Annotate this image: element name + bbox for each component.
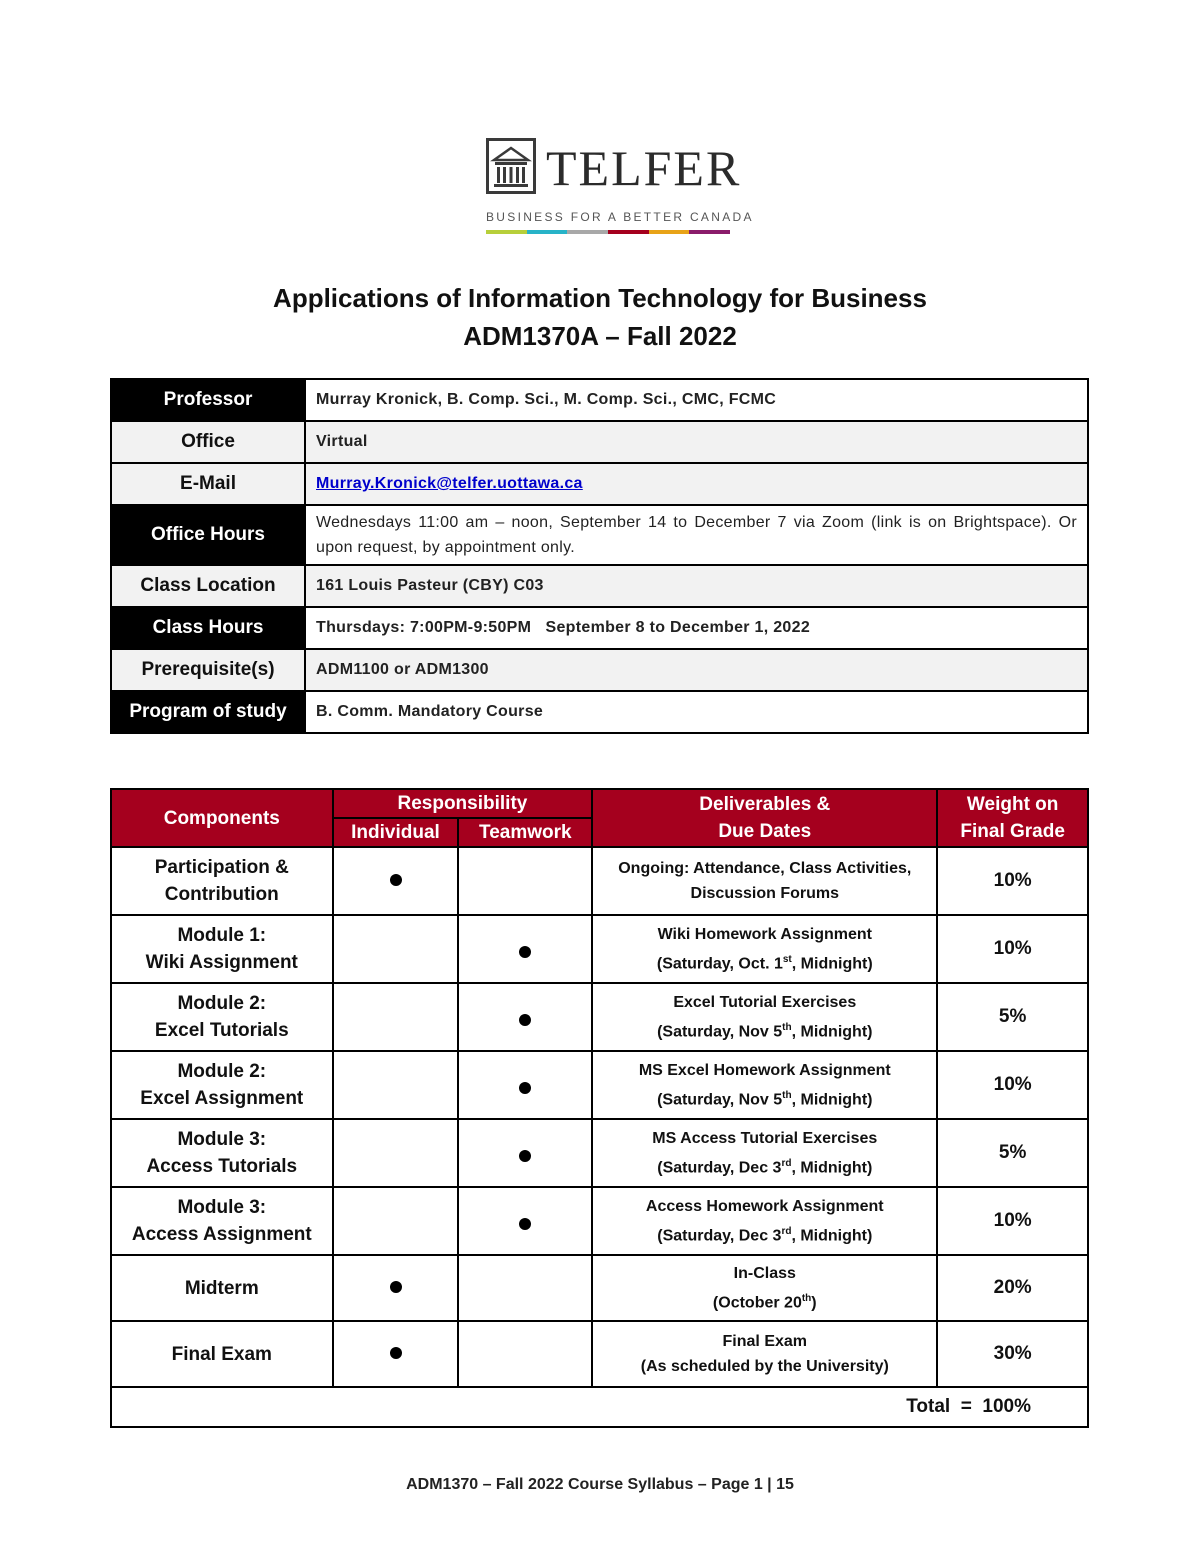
weight-cell: 30% bbox=[937, 1321, 1088, 1387]
individual-cell bbox=[333, 1051, 459, 1119]
teamwork-cell bbox=[458, 1321, 592, 1387]
deliverable-due-date bbox=[593, 1083, 936, 1112]
stripe-segment bbox=[608, 230, 649, 234]
teamwork-cell bbox=[458, 915, 592, 983]
deliverable-title: MS Excel Homework Assignment bbox=[638, 1061, 891, 1079]
professor-value: Murray Kronick, B. Comp. Sci., M. Comp. Sci., CMC, FCMC bbox=[305, 379, 1088, 421]
teamwork-cell bbox=[458, 1119, 592, 1187]
deliverable-title: Excel Tutorial Exercises bbox=[673, 993, 857, 1011]
deliverable-due-date: (As scheduled by the University) bbox=[640, 1358, 889, 1375]
component-line1: Midterm bbox=[184, 1277, 259, 1299]
deliverable-title: Ongoing: Attendance, Class Activities, bbox=[618, 860, 912, 877]
components-header: Components bbox=[111, 789, 333, 847]
deliverable-title: In-Class bbox=[733, 1264, 796, 1282]
component-cell bbox=[111, 1255, 333, 1321]
page-footer: ADM1370 – Fall 2022 Course Syllabus – Page 1 | 15 bbox=[406, 1476, 794, 1493]
due-date-text-end: , Midnight) bbox=[791, 1023, 873, 1041]
stripe-segment bbox=[486, 230, 527, 234]
ordinal-suffix: th bbox=[782, 1021, 792, 1033]
deliverable-cell bbox=[592, 983, 937, 1051]
deliverable-due-date: Discussion Forums bbox=[690, 885, 840, 902]
ordinal-suffix: rd bbox=[781, 1157, 792, 1169]
telfer-logo bbox=[486, 128, 754, 238]
stripe-segment bbox=[567, 230, 608, 234]
due-date-text: (Saturday, Dec 3 bbox=[657, 1159, 782, 1177]
bullet-icon bbox=[390, 874, 402, 886]
component-line1: Module 2: bbox=[177, 1061, 267, 1082]
weight-cell: 5% bbox=[937, 983, 1088, 1051]
due-date-text: (October 20 bbox=[712, 1294, 802, 1312]
class-location-label: Class Location bbox=[111, 565, 305, 607]
due-date-text-end: , Midnight) bbox=[791, 1159, 873, 1177]
office-value: Virtual bbox=[305, 421, 1088, 463]
stripe-segment bbox=[527, 230, 568, 234]
component-line2: Contribution bbox=[164, 884, 279, 905]
weight-cell: 5% bbox=[937, 1119, 1088, 1187]
weight-header bbox=[937, 789, 1088, 847]
program-value: B. Comm. Mandatory Course bbox=[305, 691, 1088, 733]
table-row bbox=[111, 847, 1088, 915]
deliverable-title: Access Homework Assignment bbox=[645, 1197, 884, 1215]
bullet-icon bbox=[519, 1218, 531, 1230]
due-date-text: (Saturday, Nov 5 bbox=[657, 1023, 783, 1041]
info-row-office-hours bbox=[111, 505, 1088, 565]
program-label: Program of study bbox=[111, 691, 305, 733]
bullet-icon bbox=[519, 1082, 531, 1094]
deliverable-cell bbox=[592, 1255, 937, 1321]
individual-header: Individual bbox=[333, 818, 459, 847]
teamwork-cell bbox=[458, 1255, 592, 1321]
teamwork-header: Teamwork bbox=[458, 818, 592, 847]
due-date-text-end: ) bbox=[811, 1294, 817, 1312]
office-label: Office bbox=[111, 421, 305, 463]
weight-cell: 10% bbox=[937, 1051, 1088, 1119]
bullet-icon bbox=[519, 1014, 531, 1026]
grading-header-row-1 bbox=[111, 789, 1088, 818]
teamwork-cell bbox=[458, 1187, 592, 1255]
grading-table bbox=[110, 788, 1089, 1428]
component-cell bbox=[111, 1187, 333, 1255]
office-hours-label: Office Hours bbox=[111, 505, 305, 565]
info-row-office bbox=[111, 421, 1088, 463]
deliverable-cell bbox=[592, 915, 937, 983]
deliverable-due-date bbox=[593, 947, 936, 976]
weight-cell: 10% bbox=[937, 847, 1088, 915]
component-line2: Wiki Assignment bbox=[145, 952, 298, 973]
info-row-professor bbox=[111, 379, 1088, 421]
due-date-text: (Saturday, Oct. 1 bbox=[656, 955, 783, 973]
deliverable-cell bbox=[592, 1119, 937, 1187]
deliverables-header-line2: Due Dates bbox=[718, 821, 812, 842]
component-cell bbox=[111, 1119, 333, 1187]
grading-rows bbox=[111, 847, 1088, 1387]
ordinal-suffix: th bbox=[782, 1089, 792, 1101]
deliverable-title: MS Access Tutorial Exercises bbox=[652, 1129, 878, 1147]
table-row bbox=[111, 1051, 1088, 1119]
individual-cell bbox=[333, 847, 459, 915]
responsibility-header: Responsibility bbox=[333, 789, 593, 818]
deliverable-cell bbox=[592, 1187, 937, 1255]
ordinal-suffix: st bbox=[782, 953, 792, 965]
due-date-text: (Saturday, Nov 5 bbox=[657, 1091, 783, 1109]
table-row bbox=[111, 1119, 1088, 1187]
individual-cell bbox=[333, 1119, 459, 1187]
component-cell bbox=[111, 983, 333, 1051]
info-row-program bbox=[111, 691, 1088, 733]
course-info-table bbox=[110, 378, 1089, 734]
table-row bbox=[111, 1321, 1088, 1387]
component-line1: Module 3: bbox=[177, 1197, 267, 1218]
component-line1: Module 2: bbox=[177, 993, 267, 1014]
total-row bbox=[111, 1387, 1088, 1427]
component-line1: Module 1: bbox=[177, 925, 267, 946]
stripe-segment bbox=[689, 230, 730, 234]
email-link[interactable]: Murray.Kronick@telfer.uottawa.ca bbox=[316, 475, 583, 492]
logo-color-stripe bbox=[486, 230, 730, 234]
table-row bbox=[111, 983, 1088, 1051]
due-date-text-end: , Midnight) bbox=[791, 1227, 873, 1245]
email-cell bbox=[305, 463, 1088, 505]
teamwork-cell bbox=[458, 1051, 592, 1119]
bullet-icon bbox=[390, 1281, 402, 1293]
table-row bbox=[111, 1255, 1088, 1321]
class-location-value: 161 Louis Pasteur (CBY) C03 bbox=[305, 565, 1088, 607]
course-code: ADM1370A – Fall 2022 bbox=[463, 321, 737, 351]
class-hours-value: Thursdays: 7:00PM-9:50PM September 8 to December 1, 2022 bbox=[305, 607, 1088, 649]
component-cell bbox=[111, 1051, 333, 1119]
individual-cell bbox=[333, 983, 459, 1051]
deliverable-due-date bbox=[593, 1219, 936, 1248]
bullet-icon bbox=[519, 946, 531, 958]
email-label: E-Mail bbox=[111, 463, 305, 505]
table-row bbox=[111, 1187, 1088, 1255]
stripe-segment bbox=[649, 230, 690, 234]
component-cell bbox=[111, 915, 333, 983]
logo-tagline: BUSINESS FOR A BETTER CANADA bbox=[486, 210, 754, 224]
due-date-text-end: , Midnight) bbox=[791, 1091, 873, 1109]
due-date-text: (Saturday, Dec 3 bbox=[657, 1227, 782, 1245]
building-icon bbox=[486, 138, 536, 194]
info-row-email bbox=[111, 463, 1088, 505]
weight-cell: 10% bbox=[937, 915, 1088, 983]
class-hours-label: Class Hours bbox=[111, 607, 305, 649]
individual-cell bbox=[333, 915, 459, 983]
prerequisites-label: Prerequisite(s) bbox=[111, 649, 305, 691]
weight-header-line1: Weight on bbox=[966, 794, 1059, 815]
component-cell bbox=[111, 847, 333, 915]
teamwork-cell bbox=[458, 847, 592, 915]
deliverable-cell bbox=[592, 1051, 937, 1119]
weight-header-line2: Final Grade bbox=[960, 821, 1065, 842]
teamwork-cell bbox=[458, 983, 592, 1051]
office-hours-value: Wednesdays 11:00 am – noon, September 14 to December 7 via Zoom (link is on Brightspace). Or upon request, by appointment only. bbox=[305, 505, 1088, 565]
component-line2: Access Assignment bbox=[131, 1224, 312, 1245]
deliverable-title: Final Exam bbox=[722, 1333, 808, 1350]
component-line1: Module 3: bbox=[177, 1129, 267, 1150]
individual-cell bbox=[333, 1255, 459, 1321]
weight-cell: 10% bbox=[937, 1187, 1088, 1255]
deliverable-due-date bbox=[593, 1286, 936, 1315]
deliverable-due-date bbox=[593, 1015, 936, 1044]
ordinal-suffix: th bbox=[801, 1292, 812, 1304]
component-line1: Participation & bbox=[154, 857, 289, 878]
weight-cell: 20% bbox=[937, 1255, 1088, 1321]
deliverable-cell bbox=[592, 1321, 937, 1387]
deliverable-cell bbox=[592, 847, 937, 915]
prerequisites-value: ADM1100 or ADM1300 bbox=[305, 649, 1088, 691]
individual-cell bbox=[333, 1321, 459, 1387]
total-value: Total = 100% bbox=[111, 1387, 1088, 1427]
ordinal-suffix: rd bbox=[781, 1225, 792, 1237]
component-cell bbox=[111, 1321, 333, 1387]
individual-cell bbox=[333, 1187, 459, 1255]
logo-wordmark: TELFER bbox=[546, 140, 742, 196]
bullet-icon bbox=[390, 1347, 402, 1359]
deliverables-header bbox=[592, 789, 937, 847]
component-line1: Final Exam bbox=[171, 1343, 272, 1365]
table-row bbox=[111, 915, 1088, 983]
bullet-icon bbox=[519, 1150, 531, 1162]
due-date-text-end: , Midnight) bbox=[791, 955, 873, 973]
deliverable-due-date bbox=[593, 1151, 936, 1180]
component-line2: Excel Assignment bbox=[140, 1088, 304, 1109]
info-row-class-hours bbox=[111, 607, 1088, 649]
component-line2: Excel Tutorials bbox=[154, 1020, 289, 1041]
info-row-prerequisites bbox=[111, 649, 1088, 691]
deliverables-header-line1: Deliverables & bbox=[699, 794, 831, 815]
deliverable-title: Wiki Homework Assignment bbox=[657, 925, 872, 943]
course-title: Applications of Information Technology for Business bbox=[273, 283, 927, 313]
professor-label: Professor bbox=[111, 379, 305, 421]
info-row-class-location bbox=[111, 565, 1088, 607]
component-line2: Access Tutorials bbox=[146, 1156, 298, 1177]
